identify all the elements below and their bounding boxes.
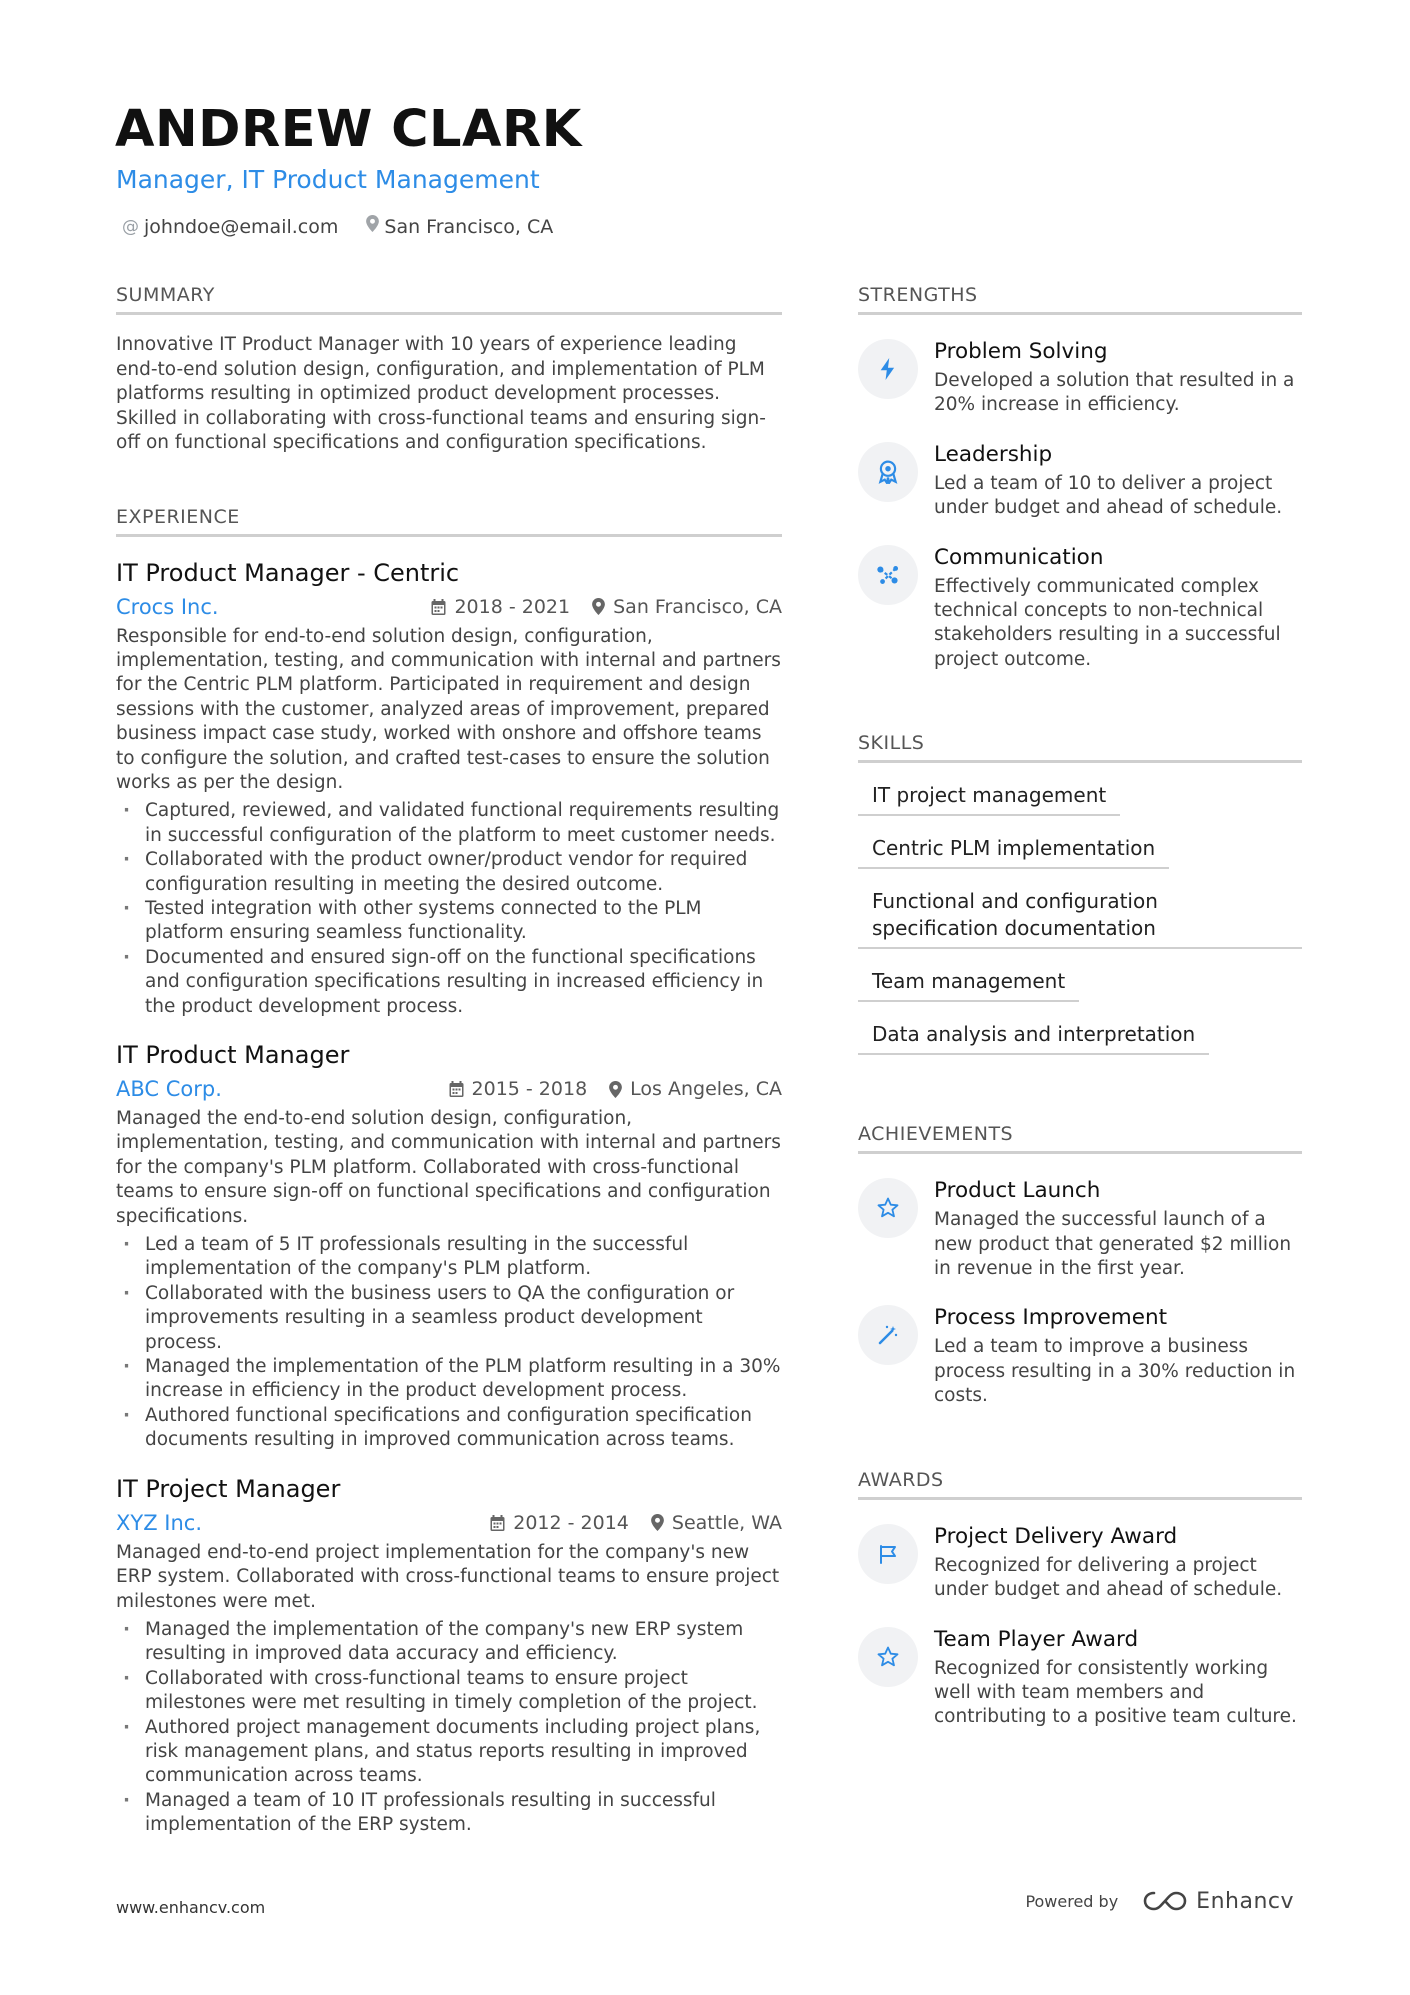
awards-heading: AWARDS <box>858 1467 1302 1500</box>
experience-section <box>116 504 782 1838</box>
award-title: Project Delivery Award <box>934 1523 1178 1549</box>
job-entry <box>116 1039 782 1453</box>
dates-text: 2015 - 2018 <box>471 1078 588 1100</box>
job-title: IT Project Manager <box>116 1474 341 1503</box>
strength-item <box>858 337 1302 418</box>
skill-tag: IT project management <box>858 782 1120 816</box>
location-text: San Francisco, CA <box>613 595 782 618</box>
network-icon <box>858 545 918 605</box>
award-description: Recognized for consistently working well with team members and contributing to a positive team culture. <box>934 1657 1297 1728</box>
brand-name: Enhancv <box>1196 1888 1294 1914</box>
location-text: San Francisco, CA <box>384 216 554 238</box>
strengths-section <box>858 282 1302 672</box>
achievement-description: Managed the successful launch of a new product that generated $2 million in revenue in the first year. <box>934 1209 1292 1280</box>
candidate-role: Manager, IT Product Management <box>116 165 540 194</box>
summary-text: Innovative IT Product Manager with 10 years of experience leading end-to-end solution design, configuration, and implementation of PLM platforms resulting in optimized product development processes. Skilled in collaborating with cross-functional teams and ensuring sign-off on functional specifications and configuration specifications. <box>116 334 766 453</box>
location-text: Los Angeles, CA <box>630 1078 782 1100</box>
footer-website[interactable]: www.enhancv.com <box>116 1898 266 1917</box>
award-item <box>858 1522 1302 1603</box>
achievements-heading: ACHIEVEMENTS <box>858 1121 1302 1154</box>
dates-text: 2018 - 2021 <box>454 595 571 618</box>
job-meta <box>116 1507 782 1539</box>
skill-tag: Team management <box>858 968 1079 1002</box>
footer-branding <box>1025 1888 1294 1914</box>
job-bullets <box>116 799 782 1019</box>
bullet-item: · Led a team of 5 IT professionals resulting in the successful implementation of the company's PLM platform. <box>116 1233 782 1282</box>
enhancv-logo[interactable] <box>1142 1888 1294 1914</box>
job-bullets <box>116 1618 782 1838</box>
calendar-icon <box>431 599 446 615</box>
strength-description: Led a team of 10 to deliver a project under budget and ahead of schedule. <box>934 472 1283 519</box>
summary-heading: SUMMARY <box>116 282 782 315</box>
strength-item <box>858 543 1302 673</box>
email-text: johndoe@email.com <box>144 216 339 238</box>
location-pin-icon <box>651 1514 664 1531</box>
skills-section <box>858 730 1302 1055</box>
job-description: Responsible for end-to-end solution design, configuration, implementation, testing, and communication with internal and partners for the Centric PLM platform. Participated in requirement and design sessions with the customer, analyzed areas of improvement, prepared business impact case study, worked with onshore and offshore teams to configure the solution, and crafted test-cases to ensure the solution works as per the design. <box>116 625 781 793</box>
location-pin-icon <box>366 213 379 241</box>
star-icon <box>858 1627 918 1687</box>
strength-title: Leadership <box>934 441 1053 467</box>
achievement-description: Led a team to improve a business process resulting in a 30% reduction in costs. <box>934 1336 1296 1407</box>
experience-heading: EXPERIENCE <box>116 504 782 537</box>
left-column <box>116 282 782 1838</box>
bullet-item: · Collaborated with cross-functional teams to ensure project milestones were met resulting in timely completion of the project. <box>116 1667 782 1716</box>
company-name[interactable]: Crocs Inc. <box>116 594 219 619</box>
bullet-item: · Tested integration with other systems connected to the PLM platform ensuring seamless functionality. <box>116 897 782 946</box>
star-icon <box>858 1178 918 1238</box>
bullet-item: · Collaborated with the product owner/product vendor for required configuration resulting in meeting the desired outcome. <box>116 848 782 897</box>
skill-tag: Centric PLM implementation <box>858 835 1169 869</box>
job-dates <box>449 1078 588 1100</box>
job-location <box>651 1512 782 1534</box>
bullet-item: · Captured, reviewed, and validated functional requirements resulting in successful configuration of the platform to meet customer needs. <box>116 799 782 848</box>
magic-wand-icon <box>858 1305 918 1365</box>
job-meta <box>116 591 782 623</box>
location-pin-icon <box>592 598 605 615</box>
job-description: Managed the end-to-end solution design, configuration, implementation, testing, and communication with internal and partners for the company's PLM platform. Collaborated with cross-functional teams to ensure sign-off on functional specifications and configuration specifications. <box>116 1108 781 1227</box>
candidate-name: ANDREW CLARK <box>115 100 582 159</box>
bullet-item: · Documented and ensured sign-off on the functional specifications and configuration specifications resulting in increased efficiency in the product development process. <box>116 946 782 1019</box>
skills-heading: SKILLS <box>858 730 1302 763</box>
achievement-item <box>858 1176 1302 1281</box>
job-location <box>609 1078 782 1100</box>
flag-icon <box>858 1524 918 1584</box>
achievements-section <box>858 1121 1302 1408</box>
bullet-item: · Managed the implementation of the company's new ERP system resulting in improved data accuracy and efficiency. <box>116 1618 782 1667</box>
contact-row <box>122 213 581 241</box>
award-title: Team Player Award <box>934 1626 1139 1652</box>
skill-tag: Data analysis and interpretation <box>858 1021 1209 1055</box>
infinity-logo-icon <box>1142 1888 1188 1914</box>
awards-section <box>858 1467 1302 1730</box>
location-pin-icon <box>609 1081 622 1098</box>
skill-tag: Functional and configuration specification documentation <box>858 888 1302 949</box>
strength-item <box>858 440 1302 521</box>
job-title: IT Product Manager <box>116 1041 350 1069</box>
calendar-icon <box>449 1081 464 1097</box>
achievement-title: Product Launch <box>934 1178 1101 1204</box>
bullet-item: · Authored functional specifications and configuration specification documents resulting in improved communication across teams. <box>116 1404 782 1453</box>
summary-section <box>116 282 782 456</box>
job-description: Managed end-to-end project implementation for the company's new ERP system. Collaborated with cross-functional teams to ensure project milestones were met. <box>116 1541 780 1612</box>
contact-email[interactable] <box>122 213 338 241</box>
bullet-item: · Managed a team of 10 IT professionals resulting in successful implementation of the ERP system. <box>116 1789 782 1838</box>
job-bullets <box>116 1233 782 1453</box>
achievement-title: Process Improvement <box>934 1305 1168 1331</box>
powered-by-text: Powered by <box>1025 1891 1119 1911</box>
award-item <box>858 1625 1302 1730</box>
strength-title: Problem Solving <box>934 339 1108 364</box>
right-column <box>858 282 1302 1730</box>
job-meta <box>116 1073 782 1105</box>
job-entry <box>116 557 782 1020</box>
achievement-item <box>858 1303 1302 1408</box>
calendar-icon <box>490 1515 505 1531</box>
strength-title: Communication <box>934 544 1104 570</box>
job-dates <box>431 596 570 618</box>
job-location <box>592 596 782 618</box>
strengths-heading: STRENGTHS <box>858 282 1302 315</box>
award-ribbon-icon <box>858 442 918 502</box>
bullet-item: · Authored project management documents including project plans, risk management plans, and status reports resulting in improved communication across teams. <box>116 1716 782 1789</box>
job-dates <box>490 1512 629 1534</box>
at-sign-icon: @ <box>122 217 139 237</box>
location-text: Seattle, WA <box>671 1511 782 1534</box>
strength-description: Developed a solution that resulted in a 20% increase in efficiency. <box>934 370 1295 416</box>
strength-description: Effectively communicated complex technical concepts to non-technical stakeholders resulting in a successful project outcome. <box>934 575 1281 670</box>
bullet-item: · Managed the implementation of the PLM platform resulting in a 30% increase in efficiency in the product development process. <box>116 1355 782 1404</box>
contact-location <box>366 213 553 241</box>
award-description: Recognized for delivering a project under budget and ahead of schedule. <box>934 1554 1283 1601</box>
company-name[interactable]: ABC Corp. <box>116 1077 222 1101</box>
dates-text: 2012 - 2014 <box>513 1511 629 1534</box>
job-title: IT Product Manager - Centric <box>116 558 460 587</box>
lightning-bolt-icon <box>858 339 918 399</box>
bullet-item: · Collaborated with the business users to QA the configuration or improvements resulting in a seamless product development process. <box>116 1282 782 1355</box>
job-entry <box>116 1473 782 1838</box>
company-name[interactable]: XYZ Inc. <box>116 1510 202 1535</box>
